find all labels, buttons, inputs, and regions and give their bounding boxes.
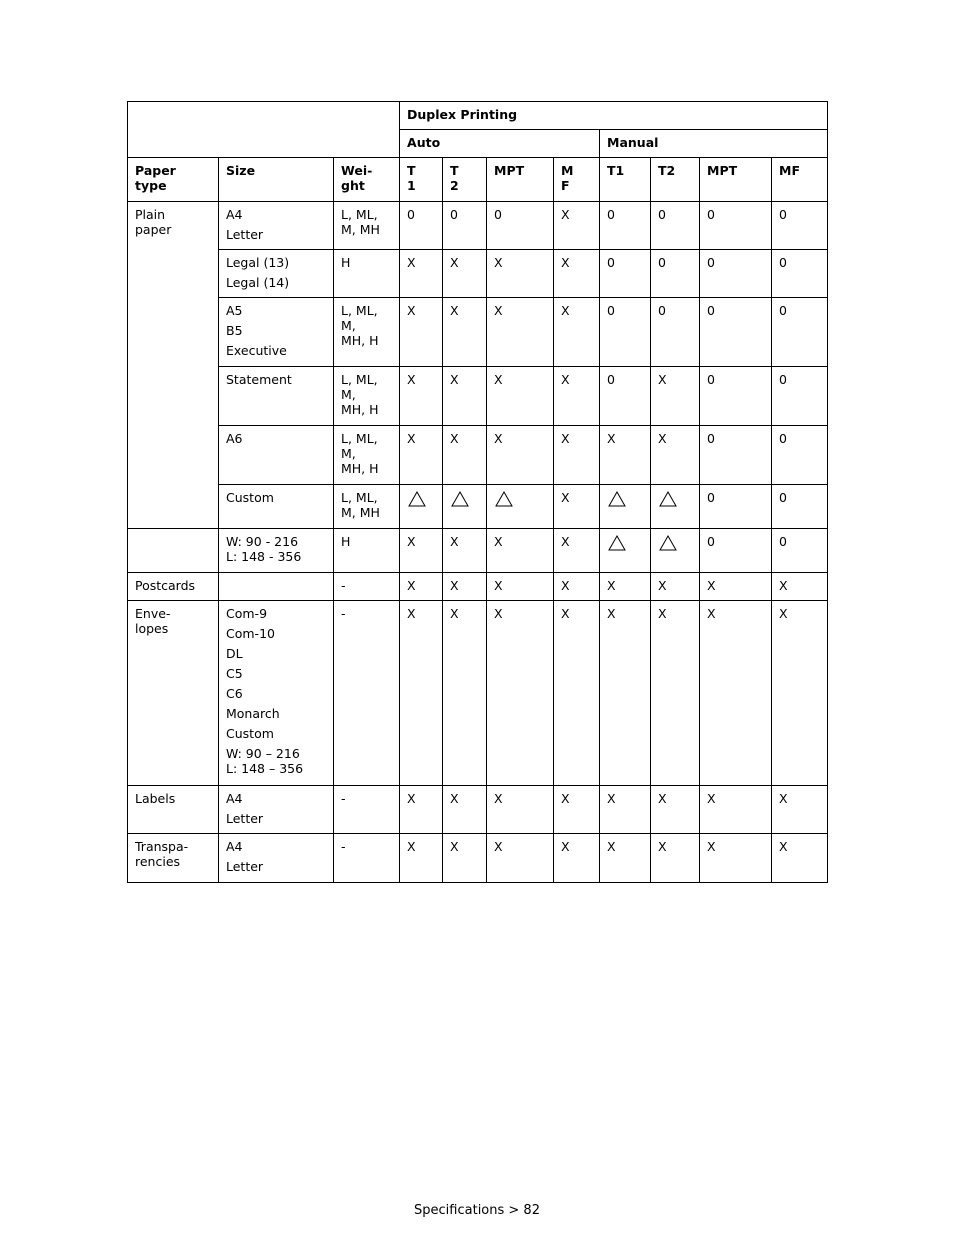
triangle-icon	[495, 491, 513, 507]
value-cell: X	[554, 834, 600, 883]
value-cell: 0	[772, 529, 828, 573]
size-cell: Com-9 Com-10 DL C5 C6 Monarch Custom W: 90 – 216 L: 148 – 356	[219, 601, 334, 786]
table-row	[128, 298, 828, 367]
value-cell: X	[700, 601, 772, 786]
value-cell: X	[400, 426, 443, 485]
value-cell: X	[772, 834, 828, 883]
value-cell: 0	[600, 202, 651, 250]
table-row	[128, 529, 828, 573]
value-cell: X	[600, 786, 651, 834]
value-cell: 0	[700, 202, 772, 250]
value-cell: X	[600, 573, 651, 601]
value-cell: X	[554, 367, 600, 426]
conditional-triangle-cell	[651, 485, 700, 529]
col-header-auto-mpt: MPT	[487, 158, 554, 202]
value-cell: 0	[600, 250, 651, 298]
value-cell: X	[554, 485, 600, 529]
value-cell: X	[487, 834, 554, 883]
value-cell: X	[487, 426, 554, 485]
value-cell: X	[554, 298, 600, 367]
value-cell: X	[554, 529, 600, 573]
paper-type-cell: Labels	[128, 786, 219, 834]
value-cell: X	[400, 786, 443, 834]
value-cell: 0	[651, 202, 700, 250]
weight-cell: -	[334, 573, 400, 601]
value-cell: 0	[651, 298, 700, 367]
weight-cell: H	[334, 529, 400, 573]
paper-type-cell: Transpa- rencies	[128, 834, 219, 883]
table-row	[128, 426, 828, 485]
value-cell: X	[400, 573, 443, 601]
size-cell	[219, 573, 334, 601]
value-cell: 0	[772, 367, 828, 426]
col-header-size: Size	[219, 158, 334, 202]
value-cell: X	[400, 834, 443, 883]
triangle-icon	[408, 491, 426, 507]
value-cell: 0	[400, 202, 443, 250]
table-row	[128, 573, 828, 601]
value-cell: X	[443, 573, 487, 601]
value-cell: X	[554, 250, 600, 298]
col-header-manual-t1: T1	[600, 158, 651, 202]
col-header-auto-t1: T 1	[400, 158, 443, 202]
value-cell: X	[400, 601, 443, 786]
value-cell: X	[443, 601, 487, 786]
value-cell: X	[600, 426, 651, 485]
value-cell: X	[600, 601, 651, 786]
weight-cell: L, ML, M, MH	[334, 485, 400, 529]
value-cell: X	[554, 786, 600, 834]
table-row	[128, 786, 828, 834]
value-cell: X	[554, 202, 600, 250]
col-header-auto-mf: M F	[554, 158, 600, 202]
value-cell: 0	[700, 485, 772, 529]
col-header-auto-t2: T 2	[443, 158, 487, 202]
value-cell: 0	[772, 298, 828, 367]
table-row	[128, 250, 828, 298]
value-cell: X	[443, 250, 487, 298]
value-cell: X	[772, 601, 828, 786]
value-cell: X	[772, 786, 828, 834]
value-cell: 0	[600, 298, 651, 367]
duplex-printing-header: Duplex Printing	[400, 102, 828, 130]
value-cell: X	[400, 298, 443, 367]
size-cell: A4 Letter	[219, 786, 334, 834]
size-cell: A4 Letter	[219, 202, 334, 250]
triangle-icon	[608, 535, 626, 551]
table-body	[128, 202, 828, 883]
col-header-manual-t2: T2	[651, 158, 700, 202]
value-cell: 0	[700, 367, 772, 426]
conditional-triangle-cell	[400, 485, 443, 529]
size-cell: Legal (13) Legal (14)	[219, 250, 334, 298]
value-cell: 0	[600, 367, 651, 426]
value-cell: 0	[772, 485, 828, 529]
value-cell: X	[487, 298, 554, 367]
weight-cell: H	[334, 250, 400, 298]
value-cell: 0	[772, 250, 828, 298]
value-cell: X	[487, 250, 554, 298]
page-footer: Specifications > 82	[414, 1203, 540, 1218]
conditional-triangle-cell	[600, 485, 651, 529]
value-cell: X	[487, 367, 554, 426]
value-cell: 0	[700, 426, 772, 485]
size-cell: A6	[219, 426, 334, 485]
conditional-triangle-cell	[487, 485, 554, 529]
col-header-manual-mf: MF	[772, 158, 828, 202]
col-header-weight: Wei- ght	[334, 158, 400, 202]
size-cell: Custom	[219, 485, 334, 529]
value-cell: X	[772, 573, 828, 601]
table-row	[128, 202, 828, 250]
weight-cell: L, ML, M, MH	[334, 202, 400, 250]
size-cell: Statement	[219, 367, 334, 426]
value-cell: X	[651, 834, 700, 883]
value-cell: X	[700, 573, 772, 601]
paper-type-cell: Enve- lopes	[128, 601, 219, 786]
col-header-manual-mpt: MPT	[700, 158, 772, 202]
size-cell: A5 B5 Executive	[219, 298, 334, 367]
value-cell: X	[651, 367, 700, 426]
value-cell: X	[487, 601, 554, 786]
value-cell: X	[443, 529, 487, 573]
size-cell: W: 90 - 216 L: 148 - 356	[219, 529, 334, 573]
weight-cell: L, ML, M, MH, H	[334, 367, 400, 426]
value-cell: X	[700, 786, 772, 834]
weight-cell: -	[334, 834, 400, 883]
value-cell: X	[487, 573, 554, 601]
triangle-icon	[608, 491, 626, 507]
value-cell: X	[487, 529, 554, 573]
header-row-group	[128, 102, 828, 130]
triangle-icon	[451, 491, 469, 507]
conditional-triangle-cell	[600, 529, 651, 573]
conditional-triangle-cell	[443, 485, 487, 529]
weight-cell: -	[334, 786, 400, 834]
value-cell: X	[443, 426, 487, 485]
value-cell: X	[700, 834, 772, 883]
value-cell: X	[651, 601, 700, 786]
value-cell: X	[554, 573, 600, 601]
conditional-triangle-cell	[651, 529, 700, 573]
value-cell: X	[600, 834, 651, 883]
table-row	[128, 834, 828, 883]
value-cell: X	[651, 426, 700, 485]
value-cell: 0	[772, 426, 828, 485]
value-cell: X	[554, 426, 600, 485]
duplex-printing-table	[127, 101, 828, 883]
table-row	[128, 367, 828, 426]
triangle-icon	[659, 491, 677, 507]
header-blank-cell	[128, 102, 400, 158]
value-cell: 0	[772, 202, 828, 250]
size-cell: A4 Letter	[219, 834, 334, 883]
value-cell: X	[400, 529, 443, 573]
value-cell: 0	[487, 202, 554, 250]
col-header-paper-type: Paper type	[128, 158, 219, 202]
paper-type-cell: Plain paper	[128, 202, 219, 529]
value-cell: X	[443, 298, 487, 367]
weight-cell: L, ML, M, MH, H	[334, 426, 400, 485]
weight-cell: -	[334, 601, 400, 786]
value-cell: X	[554, 601, 600, 786]
value-cell: X	[400, 250, 443, 298]
table-row	[128, 485, 828, 529]
value-cell: 0	[700, 298, 772, 367]
value-cell: X	[487, 786, 554, 834]
value-cell: 0	[700, 529, 772, 573]
value-cell: X	[443, 367, 487, 426]
value-cell: X	[651, 786, 700, 834]
auto-header: Auto	[400, 130, 600, 158]
paper-type-cell: Postcards	[128, 573, 219, 601]
value-cell: X	[443, 786, 487, 834]
weight-cell: L, ML, M, MH, H	[334, 298, 400, 367]
paper-type-cell	[128, 529, 219, 573]
table-row	[128, 601, 828, 786]
value-cell: 0	[443, 202, 487, 250]
value-cell: X	[400, 367, 443, 426]
value-cell: X	[443, 834, 487, 883]
manual-header: Manual	[600, 130, 828, 158]
value-cell: 0	[700, 250, 772, 298]
triangle-icon	[659, 535, 677, 551]
value-cell: 0	[651, 250, 700, 298]
header-row-columns	[128, 158, 828, 202]
value-cell: X	[651, 573, 700, 601]
